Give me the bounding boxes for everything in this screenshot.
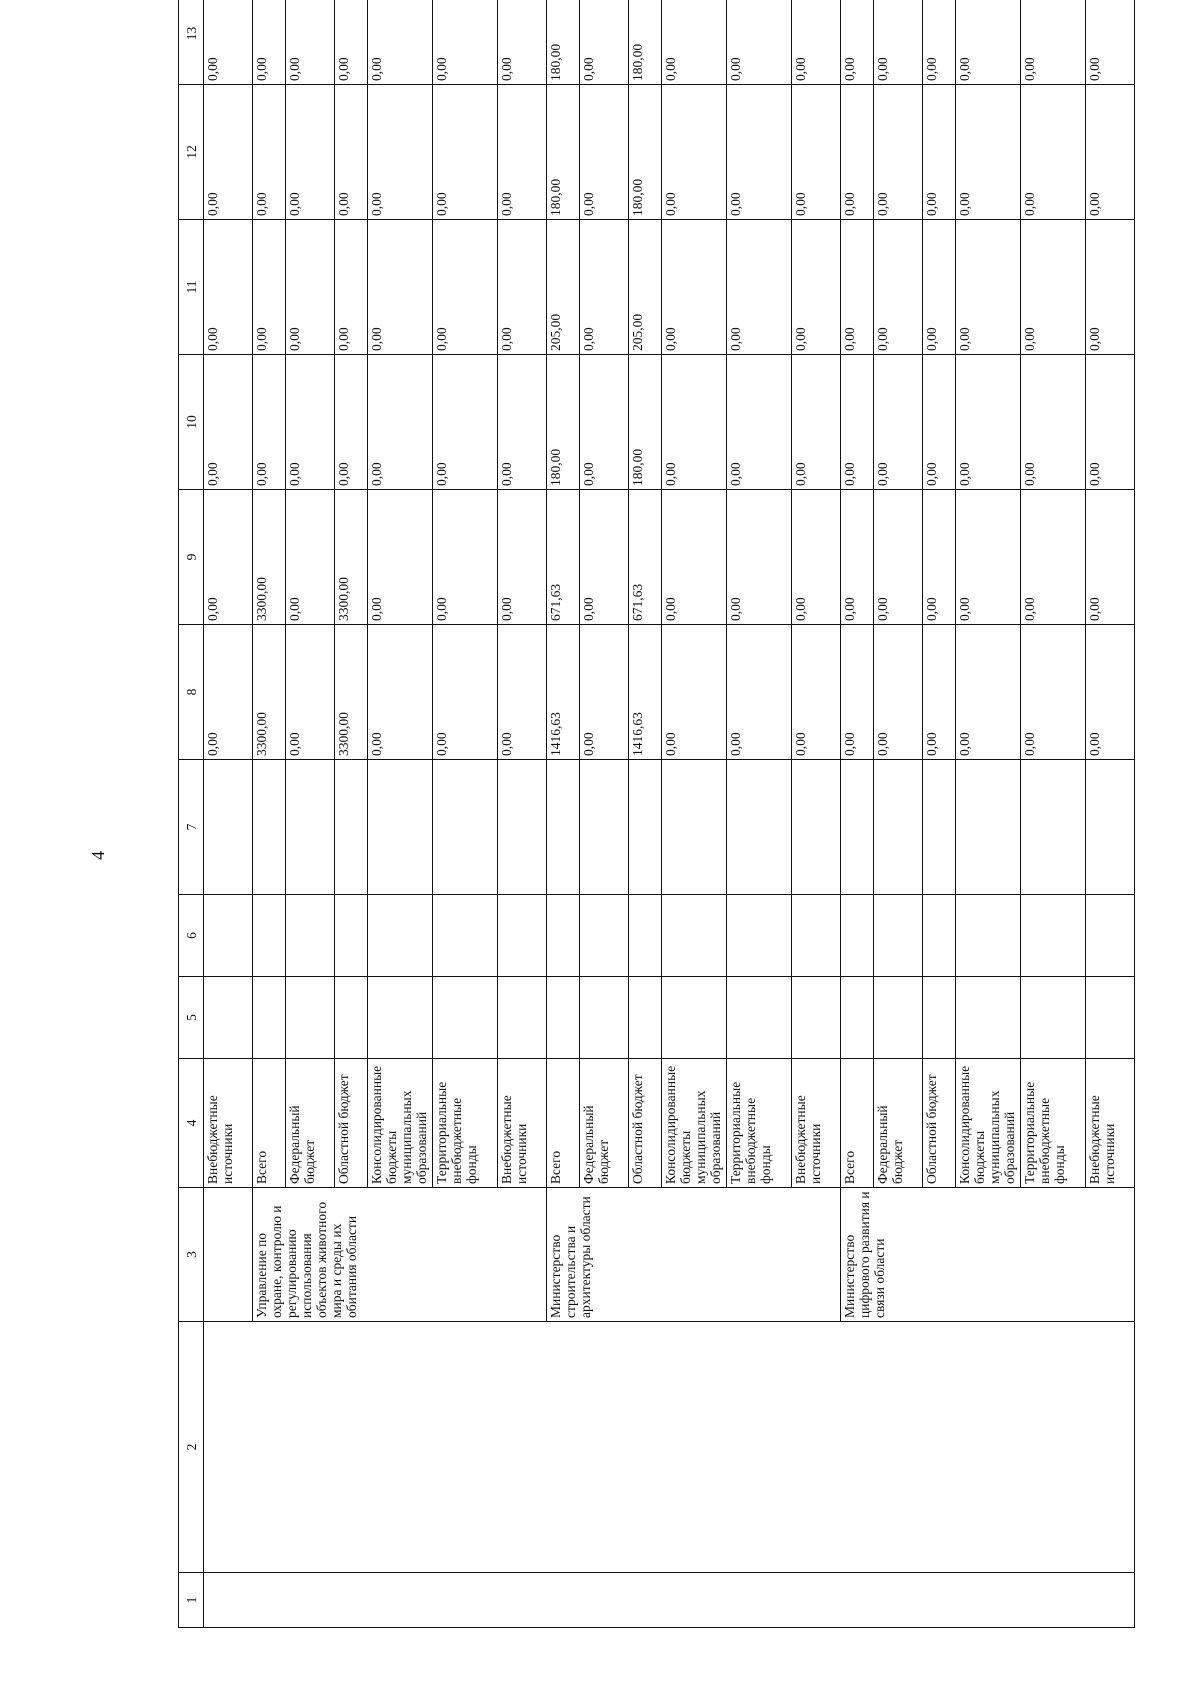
cell-value: 0,00 — [874, 625, 923, 760]
column-header: 6 — [179, 895, 204, 977]
cell-source: Федеральный бюджет — [874, 1059, 923, 1188]
cell-empty — [580, 760, 629, 895]
cell-value: 0,00 — [923, 355, 956, 490]
cell-value: 0,00 — [727, 0, 792, 85]
cell-value: 0,00 — [662, 490, 727, 625]
cell-value: 3300,00 — [253, 490, 286, 625]
cell-source: Консолидированные бюджеты муниципальных образований — [956, 1059, 1021, 1188]
cell-value: 0,00 — [204, 625, 253, 760]
cell-value: 180,00 — [629, 355, 662, 490]
cell-source: Областной бюджет — [629, 1059, 662, 1188]
cell-value: 0,00 — [1021, 85, 1086, 220]
cell-empty — [956, 760, 1021, 895]
cell-value: 0,00 — [253, 0, 286, 85]
cell-empty — [662, 977, 727, 1059]
cell-value: 671,63 — [547, 490, 580, 625]
cell-value: 0,00 — [662, 85, 727, 220]
cell-empty — [433, 895, 498, 977]
cell-value: 0,00 — [433, 625, 498, 760]
cell-value: 0,00 — [956, 85, 1021, 220]
cell-value: 0,00 — [1021, 0, 1086, 85]
cell-value: 0,00 — [335, 355, 368, 490]
cell-empty — [547, 977, 580, 1059]
cell-empty — [204, 977, 253, 1059]
cell-source: Федеральный бюджет — [286, 1059, 335, 1188]
column-header: 13 — [179, 0, 204, 85]
cell-source: Внебюджетные источники — [792, 1059, 841, 1188]
cell-value: 0,00 — [286, 355, 335, 490]
cell-value: 180,00 — [547, 85, 580, 220]
cell-empty — [923, 977, 956, 1059]
cell-value: 0,00 — [874, 220, 923, 355]
cell-empty — [335, 977, 368, 1059]
cell-empty — [1086, 895, 1135, 977]
cell-value: 0,00 — [792, 85, 841, 220]
cell-value: 0,00 — [335, 85, 368, 220]
column-header: 5 — [179, 977, 204, 1059]
cell-value: 205,00 — [547, 220, 580, 355]
cell-executor: Министерство цифрового развития и связи области — [841, 1188, 1135, 1322]
cell-value: 0,00 — [841, 625, 874, 760]
cell-value: 0,00 — [874, 355, 923, 490]
cell-value: 0,00 — [956, 0, 1021, 85]
cell-value: 0,00 — [662, 625, 727, 760]
cell-value: 0,00 — [956, 355, 1021, 490]
cell-value: 0,00 — [204, 85, 253, 220]
table-header — [179, 0, 204, 1628]
cell-value: 0,00 — [662, 0, 727, 85]
cell-value: 0,00 — [923, 625, 956, 760]
cell-value: 0,00 — [1086, 85, 1135, 220]
cell-empty — [923, 760, 956, 895]
column-header: 12 — [179, 85, 204, 220]
page-number: 4 — [88, 851, 108, 860]
cell-value: 0,00 — [923, 220, 956, 355]
cell-value: 0,00 — [841, 220, 874, 355]
cell-empty — [956, 895, 1021, 977]
cell-value: 0,00 — [727, 220, 792, 355]
cell-empty — [841, 760, 874, 895]
cell-source: Всего — [547, 1059, 580, 1188]
cell-value: 0,00 — [253, 355, 286, 490]
cell-value: 0,00 — [498, 490, 547, 625]
cell-source: Внебюджетные источники — [498, 1059, 547, 1188]
cell-value: 0,00 — [792, 490, 841, 625]
cell-value: 0,00 — [580, 625, 629, 760]
cell-source: Областной бюджет — [923, 1059, 956, 1188]
cell-executor: Управление по охране, контролю и регулированию использования объектов животного мира и среды их обитания области — [253, 1188, 547, 1322]
cell-value: 0,00 — [498, 220, 547, 355]
financing-table — [178, 0, 1135, 1628]
cell-value: 0,00 — [841, 0, 874, 85]
cell-value: 0,00 — [841, 355, 874, 490]
cell-value: 3300,00 — [335, 625, 368, 760]
cell-value: 0,00 — [874, 0, 923, 85]
cell-empty — [286, 760, 335, 895]
cell-value: 0,00 — [253, 220, 286, 355]
cell-value: 0,00 — [1021, 490, 1086, 625]
cell-source: Всего — [253, 1059, 286, 1188]
cell-source: Внебюджетные источники — [1086, 1059, 1135, 1188]
cell-value: 0,00 — [1021, 220, 1086, 355]
cell-value: 0,00 — [1021, 355, 1086, 490]
cell-empty — [874, 760, 923, 895]
cell-empty — [1086, 760, 1135, 895]
cell-value: 0,00 — [204, 490, 253, 625]
cell-value: 0,00 — [580, 220, 629, 355]
cell-value: 1416,63 — [547, 625, 580, 760]
cell-value: 0,00 — [433, 355, 498, 490]
cell-value: 0,00 — [1086, 490, 1135, 625]
cell-empty — [792, 895, 841, 977]
cell-empty — [629, 760, 662, 895]
cell-value: 180,00 — [547, 0, 580, 85]
cell-empty — [727, 977, 792, 1059]
cell-value: 0,00 — [368, 220, 433, 355]
cell-source: Территориальные внебюджетные фонды — [433, 1059, 498, 1188]
cell-measure-name — [204, 1322, 1135, 1573]
cell-source: Консолидированные бюджеты муниципальных образований — [662, 1059, 727, 1188]
cell-value: 0,00 — [727, 490, 792, 625]
cell-empty — [253, 760, 286, 895]
column-header: 11 — [179, 220, 204, 355]
cell-value: 205,00 — [629, 220, 662, 355]
cell-empty — [874, 977, 923, 1059]
cell-value: 3300,00 — [335, 490, 368, 625]
cell-executor: Министерство строительства и архитектуры области — [547, 1188, 841, 1322]
cell-value: 0,00 — [923, 490, 956, 625]
cell-empty — [792, 977, 841, 1059]
cell-empty — [368, 977, 433, 1059]
cell-empty — [727, 895, 792, 977]
cell-empty — [498, 977, 547, 1059]
cell-empty — [629, 895, 662, 977]
cell-empty — [368, 760, 433, 895]
cell-empty — [498, 760, 547, 895]
cell-value: 0,00 — [204, 220, 253, 355]
cell-empty — [727, 760, 792, 895]
cell-value: 0,00 — [727, 625, 792, 760]
cell-empty — [841, 977, 874, 1059]
cell-empty — [629, 977, 662, 1059]
cell-empty — [841, 895, 874, 977]
cell-source: Областной бюджет — [335, 1059, 368, 1188]
cell-empty — [956, 977, 1021, 1059]
cell-source: Территориальные внебюджетные фонды — [727, 1059, 792, 1188]
cell-value: 3300,00 — [253, 625, 286, 760]
cell-source: Территориальные внебюджетные фонды — [1021, 1059, 1086, 1188]
cell-empty — [1021, 760, 1086, 895]
cell-empty — [368, 895, 433, 977]
cell-value: 0,00 — [433, 220, 498, 355]
cell-value: 0,00 — [956, 490, 1021, 625]
table-body — [204, 0, 1135, 1628]
cell-executor — [204, 1188, 253, 1322]
cell-value: 0,00 — [286, 490, 335, 625]
cell-empty — [1086, 977, 1135, 1059]
cell-empty — [662, 760, 727, 895]
cell-value: 0,00 — [498, 85, 547, 220]
cell-empty — [547, 760, 580, 895]
cell-value: 180,00 — [547, 355, 580, 490]
cell-empty — [204, 895, 253, 977]
cell-empty — [286, 977, 335, 1059]
cell-value: 0,00 — [368, 355, 433, 490]
column-header: 8 — [179, 625, 204, 760]
cell-value: 0,00 — [498, 625, 547, 760]
table-container — [178, 26, 1128, 1628]
cell-value: 0,00 — [368, 85, 433, 220]
cell-empty — [335, 760, 368, 895]
cell-source: Всего — [841, 1059, 874, 1188]
cell-empty — [286, 895, 335, 977]
cell-value: 180,00 — [629, 0, 662, 85]
cell-value: 0,00 — [580, 85, 629, 220]
cell-empty — [580, 977, 629, 1059]
cell-value: 0,00 — [433, 85, 498, 220]
column-header: 3 — [179, 1188, 204, 1322]
cell-empty — [253, 977, 286, 1059]
cell-value: 0,00 — [956, 625, 1021, 760]
cell-value: 0,00 — [433, 0, 498, 85]
cell-value: 0,00 — [874, 490, 923, 625]
cell-value: 0,00 — [204, 355, 253, 490]
cell-row-number — [204, 1573, 1135, 1628]
column-header: 1 — [179, 1573, 204, 1628]
table-row — [204, 0, 253, 1628]
cell-value: 0,00 — [1086, 220, 1135, 355]
cell-empty — [433, 977, 498, 1059]
cell-value: 0,00 — [727, 355, 792, 490]
cell-value: 0,00 — [580, 355, 629, 490]
cell-value: 0,00 — [874, 85, 923, 220]
cell-value: 0,00 — [923, 0, 956, 85]
cell-value: 0,00 — [286, 220, 335, 355]
cell-value: 0,00 — [923, 85, 956, 220]
cell-value: 0,00 — [433, 490, 498, 625]
cell-value: 0,00 — [792, 355, 841, 490]
cell-value: 0,00 — [286, 625, 335, 760]
cell-empty — [1021, 977, 1086, 1059]
cell-source: Федеральный бюджет — [580, 1059, 629, 1188]
cell-empty — [923, 895, 956, 977]
cell-value: 0,00 — [727, 85, 792, 220]
cell-value: 0,00 — [253, 85, 286, 220]
cell-value: 0,00 — [1086, 0, 1135, 85]
cell-value: 0,00 — [368, 0, 433, 85]
column-header: 2 — [179, 1322, 204, 1573]
column-header: 4 — [179, 1059, 204, 1188]
cell-value: 0,00 — [368, 490, 433, 625]
cell-value: 0,00 — [368, 625, 433, 760]
cell-empty — [874, 895, 923, 977]
cell-value: 0,00 — [792, 0, 841, 85]
cell-empty — [1021, 895, 1086, 977]
cell-value: 0,00 — [792, 625, 841, 760]
cell-empty — [547, 895, 580, 977]
cell-value: 0,00 — [498, 355, 547, 490]
cell-value: 0,00 — [335, 220, 368, 355]
cell-empty — [253, 895, 286, 977]
cell-empty — [433, 760, 498, 895]
cell-empty — [204, 760, 253, 895]
cell-value: 671,63 — [629, 490, 662, 625]
cell-source: Консолидированные бюджеты муниципальных образований — [368, 1059, 433, 1188]
column-header: 9 — [179, 490, 204, 625]
cell-source: Внебюджетные источники — [204, 1059, 253, 1188]
cell-value: 0,00 — [792, 220, 841, 355]
cell-value: 0,00 — [204, 0, 253, 85]
cell-value: 0,00 — [841, 490, 874, 625]
cell-empty — [792, 760, 841, 895]
cell-value: 180,00 — [629, 85, 662, 220]
cell-value: 0,00 — [662, 220, 727, 355]
cell-value: 0,00 — [580, 0, 629, 85]
cell-value: 0,00 — [286, 85, 335, 220]
cell-value: 0,00 — [498, 0, 547, 85]
cell-empty — [498, 895, 547, 977]
cell-value: 0,00 — [1086, 625, 1135, 760]
cell-empty — [335, 895, 368, 977]
header-row — [179, 0, 204, 1628]
cell-value: 0,00 — [841, 85, 874, 220]
cell-value: 0,00 — [662, 355, 727, 490]
cell-value: 1416,63 — [629, 625, 662, 760]
cell-value: 0,00 — [1021, 625, 1086, 760]
column-header: 10 — [179, 355, 204, 490]
column-header: 7 — [179, 760, 204, 895]
cell-value: 0,00 — [956, 220, 1021, 355]
cell-value: 0,00 — [1086, 355, 1135, 490]
cell-value: 0,00 — [580, 490, 629, 625]
cell-empty — [662, 895, 727, 977]
cell-empty — [580, 895, 629, 977]
cell-value: 0,00 — [286, 0, 335, 85]
cell-value: 0,00 — [335, 0, 368, 85]
